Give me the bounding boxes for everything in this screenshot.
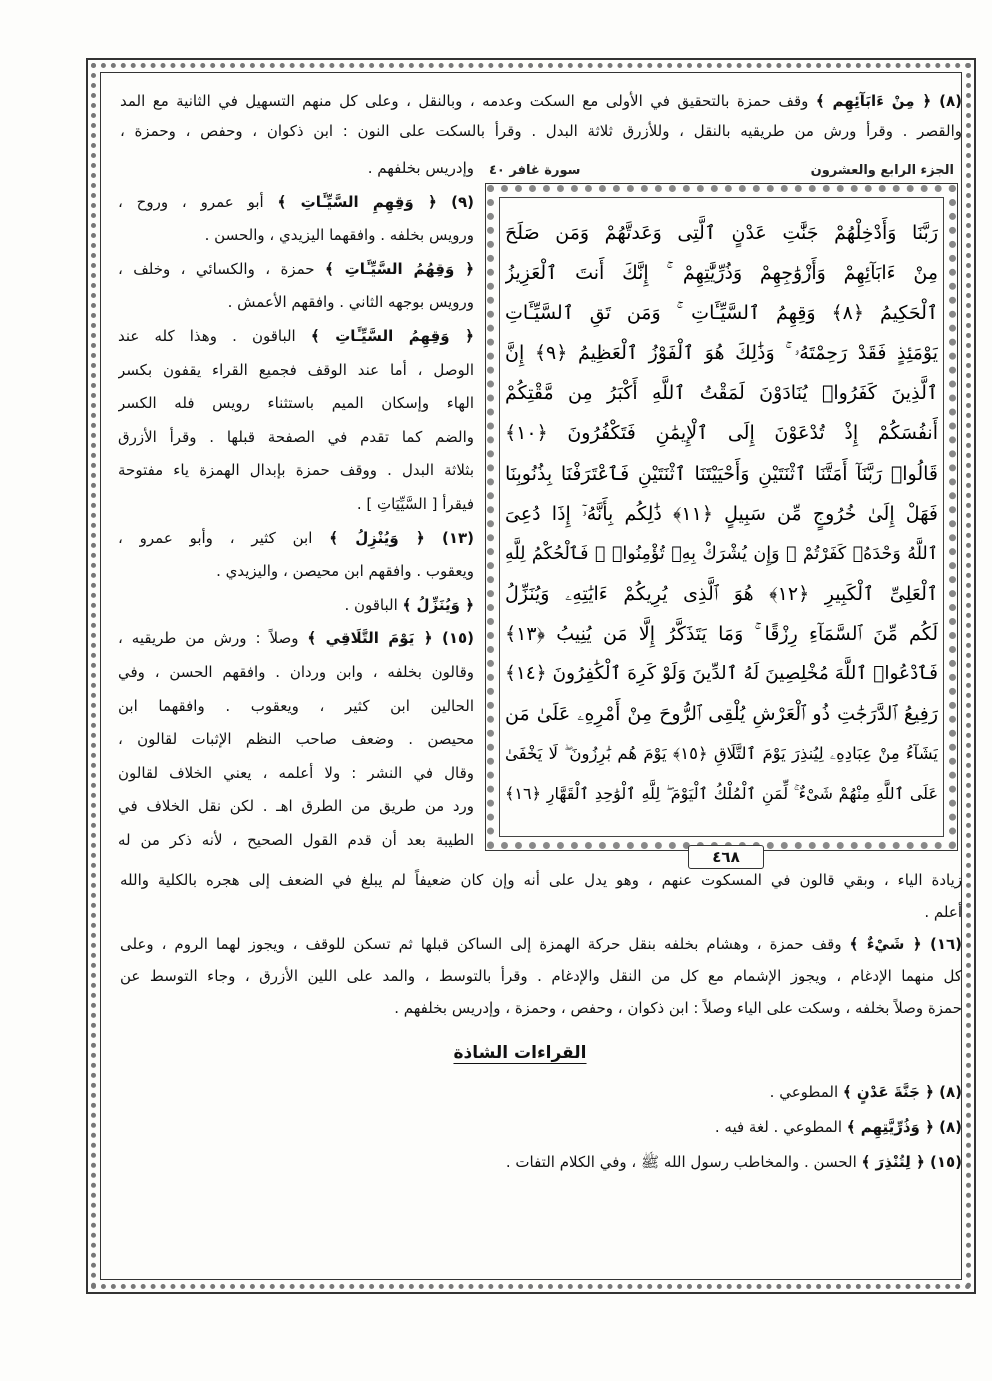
note-line xyxy=(118,354,474,388)
note-text: وقالون بخلفه ، وابن وردان . وافقهم الحسن ، وفي xyxy=(118,662,474,681)
quran-panel xyxy=(483,155,960,855)
note-text: الهاء وإسكان الميم باستثناء رويس فله الكسر xyxy=(118,394,474,413)
surah-title: سورة غافر ٤٠ xyxy=(489,162,581,178)
note-text: حمزة وصلاً بخلفه ، وسكت على الياء وصلاً : ابن ذكوان ، وحفص ، وحمزة ، وإدريس بخلفهم . xyxy=(394,999,962,1017)
note-text: المطوعي . xyxy=(769,1083,839,1101)
verse-reference: (١٥) ﴿ لِتُنْذِرَ ﴾ xyxy=(861,1153,962,1171)
note-text: ويعقوب . وافقهم ابن محيصن ، واليزيدي . xyxy=(216,562,474,581)
note-line xyxy=(118,622,474,656)
note-text: والضم كما تقدم في الصفحة قبلها . وقرأ الأزرق xyxy=(118,427,474,446)
note-text: وقال في النشر : ولا أعلمه ، يعني الخلاف لقالون xyxy=(118,763,474,782)
verse-reference: (٨) ﴿ وَذُرِّيَّتِهِم ﴾ xyxy=(846,1118,962,1136)
shadh-notes xyxy=(120,1075,962,1180)
note-text: محيصن . وضعف صاحب النظم الإثبات لقالون ، xyxy=(118,730,474,749)
note-line xyxy=(120,116,962,146)
verse-reference: (١٦) ﴿ شَيْءٌ ﴾ xyxy=(849,935,962,953)
note-line xyxy=(118,186,474,220)
quran-line: قَالُوا۟ رَبَّنَآ أَمَتَّنَا ٱثْنَتَيْنِ وَأَحْيَيْتَنَا ٱثْنَتَيْنِ فَٱعْتَرَفْنَا بِذُنُوبِنَا xyxy=(505,462,938,485)
note-text: الحالين ابن كثير ، ويعقوب . وافقهما ابن xyxy=(118,696,474,715)
quran-line: فَٱدْعُوا۟ ٱللَّهَ مُخْلِصِينَ لَهُ ٱلدِّينَ وَلَوْ كَرِهَ ٱلْكَٰفِرُونَ ﴿١٤﴾ xyxy=(505,663,938,685)
verse-reference: (١٣) ﴿ وَيُنْزِلُ ﴾ xyxy=(329,528,474,547)
page-number: ٤٦٨ xyxy=(688,845,764,869)
note-line xyxy=(120,960,962,992)
note-line xyxy=(120,864,962,896)
note-line xyxy=(120,896,962,928)
quran-line: ٱلْعَلِىِّ ٱلْكَبِيرِ ﴿١٢﴾ هُوَ ٱلَّذِى يُرِيكُمْ ءَايَٰتِهِۦ وَيُنَزِّلُ xyxy=(505,582,938,605)
quran-text xyxy=(505,213,938,814)
verse-reference: (١٥) ﴿ يَوْمَ التَّلَاقِي ﴾ xyxy=(307,629,474,648)
section-heading xyxy=(120,1038,920,1068)
note-text: الباقون . وهذا كله عند xyxy=(118,326,296,345)
note-text: حمزة ، والكسائي ، وخلف ، xyxy=(118,259,315,278)
note-text: زيادة الياء ، وبقي قالون في المسكوت عنهم ، وهو يدل على أنه وإن كان ضعيفاً لم يبلغ في الضعف إلى هجره بالكلية والله xyxy=(120,871,962,889)
note-line xyxy=(118,522,474,556)
note-text: والقصر . وقرأ ورش من طريقيه بالنقل ، وللأزرق ثلاثة البدل . وقرأ بالسكت على النون : ابن ذكوان ، وحفص ، وحمزة ، xyxy=(120,122,962,140)
note-text: أعلم . xyxy=(924,903,962,921)
quran-line: أَنفُسَكُمْ إِذْ تُدْعَوْنَ إِلَى ٱلْإِيمَٰنِ فَتَكْفُرُونَ ﴿١٠﴾ xyxy=(505,422,938,445)
quran-line: لَكُم مِّنَ ٱلسَّمَآءِ رِزْقًا ۚ وَمَا يَتَذَكَّرُ إِلَّا مَن يُنِيبُ ﴿١٣﴾ xyxy=(505,622,938,645)
note-text: الوصل ، أما عند الوقف فجميع القراء يقفون بكسر xyxy=(118,360,474,379)
note-text: أبو عمرو ، وروح ، xyxy=(118,192,264,211)
quran-line: مِنْ ءَابَآئِهِمْ وَأَزْوَٰجِهِمْ وَذُرِّيَّٰتِهِمْ ۚ إِنَّكَ أَنتَ ٱلْعَزِيزُ xyxy=(505,262,938,285)
note-text: ابن كثير ، وأبو عمرو ، xyxy=(118,528,313,547)
note-line xyxy=(118,387,474,421)
quran-panel-header xyxy=(489,157,954,183)
note-line xyxy=(118,286,474,320)
verse-reference: ﴿ وَقِهُمُ السَّيِّـَٔاتِ ﴾ xyxy=(325,259,474,278)
note-text: وإدريس بخلفهم . xyxy=(367,159,474,177)
quran-line: ٱلَّذِينَ كَفَرُوا۟ يُنَادَوْنَ لَمَقْتُ ٱللَّهِ أَكْبَرُ مِن مَّقْتِكُمْ xyxy=(505,382,938,405)
note-line xyxy=(118,488,474,522)
note-line xyxy=(118,555,474,589)
quran-line: يَشَآءُ مِنْ عِبَادِهِۦ لِيُنذِرَ يَوْمَ ٱلتَّلَاقِ ﴿١٥﴾ يَوْمَ هُم بَٰرِزُونَ ۖ لَا يَخْفَىٰ xyxy=(505,744,938,764)
quran-line: يَوْمَئِذٍ فَقَدْ رَحِمْتَهُۥ ۚ وَذَٰلِكَ هُوَ ٱلْفَوْزُ ٱلْعَظِيمُ ﴿٩﴾ إِنَّ xyxy=(505,342,938,365)
note-line xyxy=(120,1075,962,1110)
note-line xyxy=(120,1145,962,1180)
verse-reference: ﴿ وَيُنَزِّلُ ﴾ xyxy=(402,595,474,614)
note-text: وقف حمزة بالتحقيق في الأولى مع السكت وعدمه ، وبالنقل ، وعلى كل منهم التسهيل في الثانية مع المد xyxy=(120,92,809,110)
side-notes xyxy=(118,152,474,857)
quran-line: رَبَّنَا وَأَدْخِلْهُمْ جَنَّٰتِ عَدْنٍ ٱلَّتِى وَعَدتَّهُمْ وَمَن صَلَحَ xyxy=(505,222,938,244)
note-line xyxy=(118,454,474,488)
note-line xyxy=(118,790,474,824)
note-line xyxy=(120,1110,962,1145)
bottom-notes xyxy=(120,864,962,1024)
note-text: وقف حمزة ، وهشام بخلفه بنقل حركة الهمزة إلى الساكن قبلها ثم تسكن للوقف ، ويجوز لهما الروم ، وعلى xyxy=(120,935,842,953)
juz-title: الجزء الرابع والعشرون xyxy=(810,162,954,178)
note-text: الحسن . والمخاطب رسول الله ﷺ ، وفي الكلام التفات . xyxy=(505,1153,857,1171)
note-line xyxy=(118,219,474,253)
note-text: كل منهما الإدغام ، ويجوز الإشمام مع كل من النقل والإدغام . وقرأ بالتوسط ، والمد على اللين الأزرق ، وجاء التوسط عن xyxy=(120,967,962,985)
verse-reference: (٨) ﴿ مِنْ ءَابَآئِهِم ﴾ xyxy=(815,92,962,110)
quran-line: رَفِيعُ ٱلدَّرَجَٰتِ ذُو ٱلْعَرْشِ يُلْقِى ٱلرُّوحَ مِنْ أَمْرِهِۦ عَلَىٰ مَن xyxy=(505,703,938,726)
top-notes xyxy=(120,86,962,146)
note-line xyxy=(120,86,962,116)
note-text: الباقون . xyxy=(344,595,398,614)
verse-reference: (٨) ﴿ جَنَّةَ عَدْنٍ ﴾ xyxy=(842,1083,962,1101)
note-text: الطيبة بعد أن قدم القول الصحيح ، لأنه ذكر من له xyxy=(118,830,474,849)
note-line xyxy=(118,824,474,858)
note-text: ورويس بوجهه الثاني . وافقهم الأعمش . xyxy=(227,293,474,312)
note-text: ورويس بخلفه . وافقهما اليزيدي ، والحسن . xyxy=(204,226,474,245)
note-text: المطوعي . لغة فيه . xyxy=(714,1118,843,1136)
quran-line: فَهَلْ إِلَىٰ خُرُوجٍ مِّن سَبِيلٍ ﴿١١﴾ ذَٰلِكُم بِأَنَّهُۥٓ إِذَا دُعِىَ xyxy=(505,502,938,525)
quran-line: عَلَى ٱللَّهِ مِنْهُمْ شَىْءٌ ۚ لِّمَنِ ٱلْمُلْكُ ٱلْيَوْمَ ۖ لِلَّهِ ٱلْوَٰحِدِ ٱلْقَهَّارِ ﴿١٦﴾ xyxy=(505,784,938,804)
note-line xyxy=(118,320,474,354)
note-line xyxy=(120,992,962,1024)
note-text: ورد من طريق من الطرق اهـ . لكن نقل الخلاف في xyxy=(118,797,474,816)
note-line xyxy=(118,152,474,186)
note-line xyxy=(118,690,474,724)
note-line xyxy=(118,589,474,623)
note-text: بثلاثة البدل . ووقف حمزة بإبدال الهمزة ياء مفتوحة xyxy=(118,461,474,480)
verse-reference: (٩) ﴿ وَقِهِمِ السَّيِّـَٔاتِ ﴾ xyxy=(277,192,474,211)
shadh-heading: القراءات الشاذة xyxy=(453,1043,587,1063)
quran-line: ٱلْحَكِيمُ ﴿٨﴾ وَقِهِمُ ٱلسَّيِّـَٔاتِ ۚ وَمَن تَقِ ٱلسَّيِّـَٔاتِ xyxy=(505,302,938,325)
note-line xyxy=(118,656,474,690)
quran-line: ٱللَّهُ وَحْدَهُۥ كَفَرْتُمْ ۖ وَإِن يُشْرَكْ بِهِۦ تُؤْمِنُوا۟ ۚ فَٱلْحُكْمُ لِلَّهِ xyxy=(505,543,938,564)
note-text: وصلاً : ورش من طريقيه ، xyxy=(118,629,299,648)
note-line xyxy=(118,253,474,287)
note-line xyxy=(120,928,962,960)
verse-reference: ﴿ وَقِهِمُ السَّيِّـَٔاتِ ﴾ xyxy=(310,326,474,345)
note-text: فيقرأ [ السَّيِّيَاتِ ] . xyxy=(356,494,474,513)
note-line xyxy=(118,757,474,791)
note-line xyxy=(118,421,474,455)
note-line xyxy=(118,723,474,757)
